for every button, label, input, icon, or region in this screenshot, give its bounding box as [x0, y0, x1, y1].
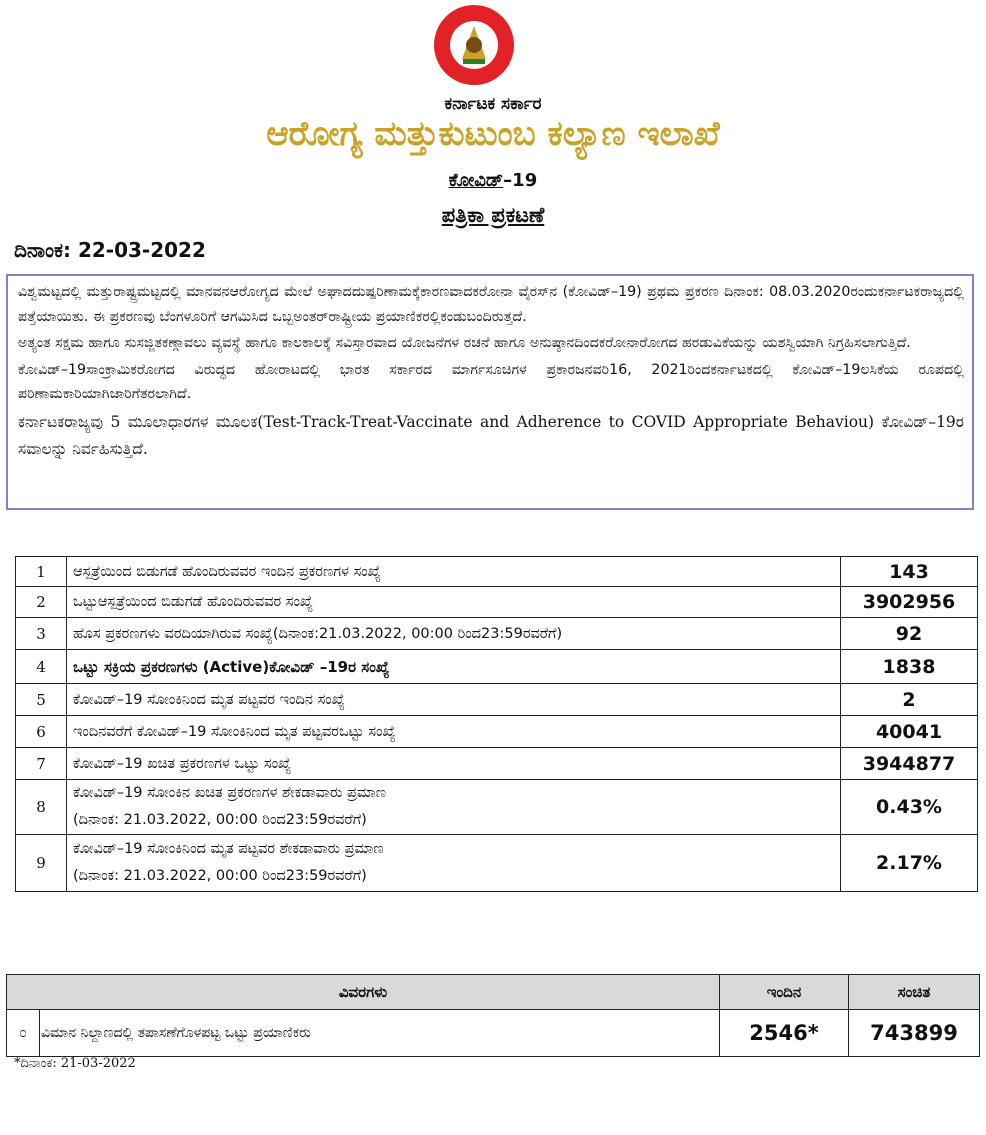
- intro-paragraph: ವಿಶ್ವಮಟ್ಟದಲ್ಲಿ ಮತ್ತುರಾಷ್ಟ್ರಮಟ್ಟದಲ್ಲಿ ಮಾನವನಆರೋಗ್ಯದ ಮೇಲೆ ಅಘಾದದುಷ್ಪರಿಣಾಮಕ್ಕೆಕಾರಣವಾದಕರೋನಾ ವೈರಸ್‌ನ (ಕೋವಿಡ್–19) ಪ್ರಥಮ ಪ್ರಕರಣ ದಿನಾಂಕ: 08.03.2020ರಂದುಕರ್ನಾಟಕರಾಜ್ಯದಲ್ಲಿ ಪತ್ತೆಯಾಯಿತು. ಈ ಪ್ರಕರಣವು ಬೆಂಗಳೂರಿಗೆ ಆಗಮಿಸಿದ ಒಬ್ಬಅಂತರ್‌ರಾಷ್ಟ್ರೀಯ ಪ್ರಯಾಣಿಕರಲ್ಲಿಕಂಡುಬಂದಿರುತ್ತದೆ.: [18, 284, 964, 325]
- stat-description: ಕೋವಿಡ್–19 ಖಚಿತ ಪ್ರಕರಣಗಳ ಒಟ್ಟು ಸಂಖ್ಯೆ: [67, 748, 841, 780]
- covid-prefix: ಕೋವಿಡ್: [448, 170, 504, 191]
- table-row: [16, 650, 978, 684]
- stat-date-range: (ದಿನಾಂಕ: 21.03.2022, 00:00 ರಿಂದ23:59ರವರೆಗೆ): [73, 868, 367, 884]
- government-emblem: [419, 4, 529, 86]
- stat-value: 2.17%: [841, 835, 978, 892]
- serial-number: 3: [16, 618, 67, 650]
- release-date: [14, 238, 206, 262]
- press-release-title: ಪತ್ರಿಕಾ ಪ್ರಕಟಣೆ: [441, 203, 545, 227]
- table-row: [16, 684, 978, 716]
- stat-value: 1838: [841, 650, 978, 684]
- stat-description: ಹೊಸ ಪ್ರಕರಣಗಳು ವರದಿಯಾಗಿರುವ ಸಂಖ್ಯೆ(ದಿನಾಂಕ:21.03.2022, 00:00 ರಿಂದ23:59ರವರೆಗೆ): [67, 618, 841, 650]
- stat-description: [67, 780, 841, 835]
- table-row: [16, 557, 978, 587]
- serial-number: 6: [16, 716, 67, 748]
- intro-box: [6, 274, 974, 510]
- government-name: ಕರ್ನಾಟಕ ಸರ್ಕಾರ: [444, 94, 542, 114]
- stat-description-line: ಕೋವಿಡ್–19 ಸೋಂಕಿನಿಂದ ಮೃತ ಪಟ್ಟವರ ಶೇಕಡಾವಾರು ಪ್ರಮಾಣ: [73, 841, 384, 857]
- covid-stats-table: [15, 556, 978, 892]
- stat-value: 92: [841, 618, 978, 650]
- serial-number: ೦: [7, 1010, 40, 1057]
- table-row: [16, 835, 978, 892]
- date-value: 22-03-2022: [77, 238, 206, 262]
- serial-number: 5: [16, 684, 67, 716]
- stat-value: 40041: [841, 716, 978, 748]
- table-row: [7, 1010, 980, 1057]
- stat-value: 3944877: [841, 748, 978, 780]
- table-header-row: [7, 975, 980, 1010]
- total-value: 743899: [849, 1010, 980, 1057]
- airport-screening-table: [6, 974, 980, 1057]
- covid-subtitle: [0, 170, 986, 191]
- travel-description: ವಿಮಾನ ನಿಲ್ದಾಣದಲ್ಲಿ ತಪಾಸಣೆಗೊಳಪಟ್ಟ ಒಟ್ಟು ಪ್ರಯಾಣಿಕರು: [40, 1010, 720, 1057]
- footnote: *ದಿನಾಂಕ: 21-03-2022: [14, 1056, 136, 1071]
- covid-suffix: –19: [503, 170, 538, 191]
- stat-value: 2: [841, 684, 978, 716]
- header-total: ಸಂಚಿತ: [849, 975, 980, 1010]
- serial-number: 9: [16, 835, 67, 892]
- stat-description: ಒಟ್ಟು ಸಕ್ರಿಯ ಪ್ರಕರಣಗಳು (Active)ಕೋವಿಡ್ –19ರ ಸಂಖ್ಯೆ: [67, 650, 841, 684]
- table-row: [16, 587, 978, 618]
- serial-number: 7: [16, 748, 67, 780]
- serial-number: 8: [16, 780, 67, 835]
- stat-description: ಆಸ್ಪತ್ರೆಯಿಂದ ಬಿಡುಗಡೆ ಹೊಂದಿರುವವರ ಇಂದಿನ ಪ್ರಕರಣಗಳ ಸಂಖ್ಯೆ: [67, 557, 841, 587]
- table-row: [16, 748, 978, 780]
- stat-date-range: (ದಿನಾಂಕ: 21.03.2022, 00:00 ರಿಂದ23:59ರವರೆಗೆ): [73, 812, 367, 828]
- header-today: ಇಂದಿನ: [720, 975, 849, 1010]
- serial-number: 1: [16, 557, 67, 587]
- stat-value: 3902956: [841, 587, 978, 618]
- stat-description: ಕೋವಿಡ್–19 ಸೋಂಕಿನಿಂದ ಮೃತ ಪಟ್ಟವರ ಇಂದಿನ ಸಂಖ್ಯೆ: [67, 684, 841, 716]
- stat-description-line: ಕೋವಿಡ್–19 ಸೋಂಕಿನ ಖಚಿತ ಪ್ರಕರಣಗಳ ಶೇಕಡಾವಾರು ಪ್ರಮಾಣ: [73, 785, 387, 801]
- stat-description: ಇಂದಿನವರೆಗೆ ಕೋವಿಡ್–19 ಸೋಂಕಿನಿಂದ ಮೃತ ಪಟ್ಟವರಒಟ್ಟು ಸಂಖ್ಯೆ: [67, 716, 841, 748]
- header-details: ವಿವರಗಳು: [7, 975, 720, 1010]
- stat-value: 143: [841, 557, 978, 587]
- today-value: 2546*: [720, 1010, 849, 1057]
- table-row: [16, 618, 978, 650]
- table-row: [16, 716, 978, 748]
- intro-paragraph: ಕರ್ನಾಟಕರಾಜ್ಯವು 5 ಮೂಲಾಧಾರಗಳ ಮೂಲಕ(Test-Track-Treat-Vaccinate and Adherence to COVID Appropriate Behaviou) ಕೋವಿಡ್–19ರ ಸವಾಲನ್ನು ನಿರ್ವಹಿಸುತ್ತಿದೆ.: [18, 412, 964, 458]
- serial-number: 4: [16, 650, 67, 684]
- stat-value: 0.43%: [841, 780, 978, 835]
- intro-paragraph: ಅತ್ಯಂತ ಸಕ್ಷಮ ಹಾಗೂ ಸುಸಜ್ಜಿತಕಣ್ಗಾವಲು ವ್ಯವಸ್ಥೆ ಹಾಗೂ ಕಾಲಕಾಲಕ್ಕೆ ಸವಿಸ್ತಾರವಾದ ಯೋಜನೆಗಳ ರಚನೆ ಹಾಗೂ ಅನುಷ್ಠಾನದಿಂದಕರೋನಾರೋಗದ ಹರಡುವಿಕೆಯನ್ನು ಯಶಸ್ವಿಯಾಗಿ ನಿಗ್ರಹಿಸಲಾಗುತ್ತಿದೆ.: [18, 335, 911, 351]
- department-title: ಆರೋಗ್ಯ ಮತ್ತುಕುಟುಂಬ ಕಲ್ಯಾಣ ಇಲಾಖೆ: [266, 114, 720, 154]
- stat-description: [67, 835, 841, 892]
- table-row: [16, 780, 978, 835]
- serial-number: 2: [16, 587, 67, 618]
- stat-description: ಒಟ್ಟುಆಸ್ಪತ್ರೆಯಿಂದ ಬಿಡುಗಡೆ ಹೊಂದಿರುವವರ ಸಂಖ್ಯೆ: [67, 587, 841, 618]
- date-label: ದಿನಾಂಕ:: [14, 238, 71, 262]
- intro-paragraph: ಕೋವಿಡ್–19ಸಾಂಕ್ರಾಮಿಕರೋಗದ ವಿರುದ್ಧದ ಹೋರಾಟದಲ್ಲಿ ಭಾರತ ಸರ್ಕಾರದ ಮಾರ್ಗಸೂಚಿಗಳ ಪ್ರಕಾರಜನವರಿ16, 2021ರಿಂದಕರ್ನಾಟಕದಲ್ಲಿ ಕೋವಿಡ್–19ಲಸಿಕೆಯ ರೂಪದಲ್ಲಿ ಪರಿಣಾಮಕಾರಿಯಾಗಿಜಾರಿಗೆತರಲಾಗಿದೆ.: [18, 361, 964, 402]
